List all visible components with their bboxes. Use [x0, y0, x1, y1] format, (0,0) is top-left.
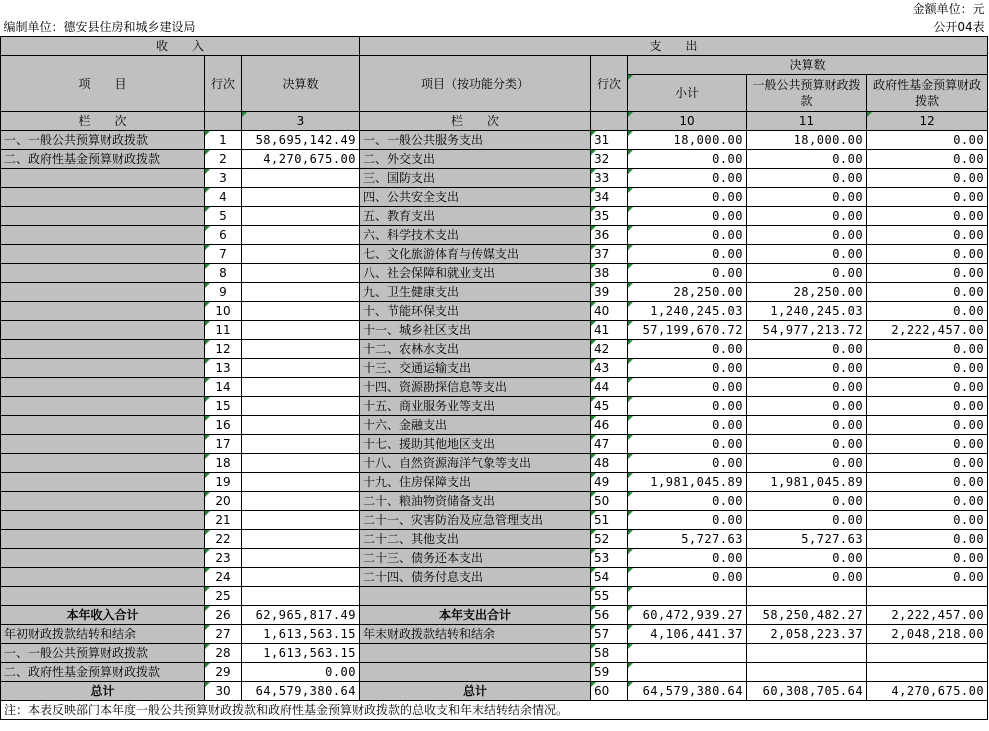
expense-row-no[interactable]: 42	[591, 340, 628, 359]
income-row-no[interactable]: 21	[205, 511, 242, 530]
section-header-row	[1, 37, 988, 56]
expense-gov-fund[interactable]: 0.00	[867, 359, 988, 378]
income-total-amount[interactable]: 62,965,817.49	[242, 606, 360, 625]
expense-subtotal[interactable]: 1,240,245.03	[628, 302, 747, 321]
income-row-no[interactable]: 3	[205, 169, 242, 188]
expense-item: 十八、自然资源海洋气象等支出	[360, 454, 591, 473]
income-amount[interactable]	[242, 359, 360, 378]
expense-row-no[interactable]: 47	[591, 435, 628, 454]
income-amount[interactable]	[242, 169, 360, 188]
expense-gov-fund[interactable]: 0.00	[867, 245, 988, 264]
expense-general-budget[interactable]: 0.00	[747, 264, 867, 283]
income-item	[1, 245, 205, 264]
expense-general-budget[interactable]: 1,240,245.03	[747, 302, 867, 321]
income-row-no[interactable]: 19	[205, 473, 242, 492]
expense-subtotal[interactable]: 0.00	[628, 454, 747, 473]
table-row	[1, 264, 988, 283]
expense-general-budget[interactable]	[747, 587, 867, 606]
income-amount[interactable]	[242, 378, 360, 397]
income-amount[interactable]	[242, 226, 360, 245]
col-label-2: 栏 次	[360, 112, 591, 131]
income-total-label: 本年收入合计	[1, 606, 205, 625]
expense-b1-general[interactable]	[747, 644, 867, 663]
income-item	[1, 492, 205, 511]
expense-subtotal[interactable]: 0.00	[628, 511, 747, 530]
table-row	[1, 492, 988, 511]
org-row	[1, 18, 988, 37]
col-10: 10	[628, 112, 747, 131]
income-item	[1, 207, 205, 226]
note-row	[1, 701, 988, 720]
expense-subtotal[interactable]	[628, 587, 747, 606]
expense-item: 九、卫生健康支出	[360, 283, 591, 302]
grand-expense-no[interactable]: 60	[591, 682, 628, 701]
expense-gov-fund[interactable]: 0.00	[867, 435, 988, 454]
expense-general-budget[interactable]: 0.00	[747, 245, 867, 264]
expense-gov-fund[interactable]: 0.00	[867, 568, 988, 587]
table-row	[1, 416, 988, 435]
expense-gov-fund[interactable]: 0.00	[867, 473, 988, 492]
expense-gov-fund[interactable]: 0.00	[867, 340, 988, 359]
expense-row-no[interactable]: 52	[591, 530, 628, 549]
table-row	[1, 245, 988, 264]
expense-subtotal[interactable]: 57,199,670.72	[628, 321, 747, 340]
expense-item: 二十三、债务还本支出	[360, 549, 591, 568]
expense-row-no[interactable]: 49	[591, 473, 628, 492]
grand-expense-subtotal[interactable]: 64,579,380.64	[628, 682, 747, 701]
expense-row-no[interactable]: 34	[591, 188, 628, 207]
gov-fund-header: 政府性基金预算财政拨款	[867, 75, 988, 112]
income-total-no[interactable]: 26	[205, 606, 242, 625]
expense-subtotal[interactable]: 0.00	[628, 150, 747, 169]
expense-end-label: 年末财政拨款结转和结余	[360, 625, 591, 644]
expense-row-no[interactable]: 54	[591, 568, 628, 587]
expense-subtotal[interactable]: 0.00	[628, 226, 747, 245]
col-12: 12	[867, 112, 988, 131]
expense-end-general[interactable]: 2,058,223.37	[747, 625, 867, 644]
income-item	[1, 397, 205, 416]
expense-general-budget[interactable]: 0.00	[747, 359, 867, 378]
expense-row-no[interactable]: 32	[591, 150, 628, 169]
expense-gov-fund[interactable]: 0.00	[867, 207, 988, 226]
income-row-no[interactable]: 12	[205, 340, 242, 359]
expense-item: 十六、金融支出	[360, 416, 591, 435]
income-item	[1, 511, 205, 530]
expense-item	[360, 587, 591, 606]
income-item	[1, 302, 205, 321]
expense-subtotal[interactable]: 0.00	[628, 416, 747, 435]
col-number-row	[1, 112, 988, 131]
grand-income-label: 总计	[1, 682, 205, 701]
expense-row-no[interactable]: 45	[591, 397, 628, 416]
table-row	[1, 226, 988, 245]
expense-gov-fund[interactable]: 2,222,457.00	[867, 321, 988, 340]
total-row	[1, 606, 988, 625]
grand-income-amount[interactable]: 64,579,380.64	[242, 682, 360, 701]
expense-row-no[interactable]: 41	[591, 321, 628, 340]
expense-gov-fund[interactable]: 0.00	[867, 454, 988, 473]
table-row	[1, 207, 988, 226]
grand-expense-general[interactable]: 60,308,705.64	[747, 682, 867, 701]
expense-gov-fund[interactable]: 0.00	[867, 378, 988, 397]
expense-b2-label	[360, 663, 591, 682]
table-row	[1, 131, 988, 150]
expense-general-budget[interactable]: 0.00	[747, 511, 867, 530]
expense-gov-fund[interactable]: 0.00	[867, 511, 988, 530]
expense-subtotal[interactable]: 1,981,045.89	[628, 473, 747, 492]
income-amount[interactable]	[242, 511, 360, 530]
expense-row-no[interactable]: 35	[591, 207, 628, 226]
income-row-no[interactable]: 5	[205, 207, 242, 226]
income-row-no[interactable]: 22	[205, 530, 242, 549]
expense-item: 十一、城乡社区支出	[360, 321, 591, 340]
income-item	[1, 340, 205, 359]
expense-b1-fund[interactable]	[867, 644, 988, 663]
income-b2-label: 二、政府性基金预算财政拨款	[1, 663, 205, 682]
expense-row-no[interactable]: 38	[591, 264, 628, 283]
expense-subtotal[interactable]: 0.00	[628, 264, 747, 283]
expense-gov-fund[interactable]: 0.00	[867, 416, 988, 435]
expense-subtotal[interactable]: 0.00	[628, 549, 747, 568]
income-row-no[interactable]: 23	[205, 549, 242, 568]
income-row-no[interactable]: 4	[205, 188, 242, 207]
expense-row-no[interactable]: 48	[591, 454, 628, 473]
expense-item: 十七、援助其他地区支出	[360, 435, 591, 454]
col-label: 栏 次	[1, 112, 205, 131]
income-amount[interactable]	[242, 397, 360, 416]
income-amount[interactable]	[242, 587, 360, 606]
expense-end-fund[interactable]: 2,048,218.00	[867, 625, 988, 644]
income-header: 收 入	[1, 37, 360, 56]
expense-row-no[interactable]: 31	[591, 131, 628, 150]
expense-gov-fund[interactable]: 0.00	[867, 549, 988, 568]
income-amount[interactable]	[242, 302, 360, 321]
expense-subtotal[interactable]: 0.00	[628, 359, 747, 378]
expense-item: 十二、农林水支出	[360, 340, 591, 359]
table-row	[1, 511, 988, 530]
table-row	[1, 150, 988, 169]
expense-row-no[interactable]: 39	[591, 283, 628, 302]
row-no-header-2: 行次	[591, 56, 628, 112]
income-item	[1, 264, 205, 283]
col-3: 3	[242, 112, 360, 131]
org-label: 编制单位：德安县住房和城乡建设局	[1, 18, 867, 37]
expense-subtotal[interactable]: 0.00	[628, 207, 747, 226]
expense-total-subtotal[interactable]: 60,472,939.27	[628, 606, 747, 625]
expense-subtotal[interactable]: 0.00	[628, 435, 747, 454]
expense-item: 二、外交支出	[360, 150, 591, 169]
expense-subtotal[interactable]: 0.00	[628, 245, 747, 264]
income-item	[1, 549, 205, 568]
income-row-no[interactable]: 6	[205, 226, 242, 245]
income-row-no[interactable]: 18	[205, 454, 242, 473]
expense-header: 支 出	[360, 37, 988, 56]
expense-general-budget[interactable]: 0.00	[747, 454, 867, 473]
income-item	[1, 473, 205, 492]
income-amount[interactable]	[242, 245, 360, 264]
income-item	[1, 530, 205, 549]
expense-row-no[interactable]: 55	[591, 587, 628, 606]
income-item	[1, 416, 205, 435]
unit-label: 金额单位：元	[912, 2, 985, 16]
expense-subtotal[interactable]: 0.00	[628, 568, 747, 587]
expense-subtotal[interactable]: 0.00	[628, 492, 747, 511]
grand-income-no[interactable]: 30	[205, 682, 242, 701]
final-amount-header: 决算数	[242, 56, 360, 112]
income-begin-no[interactable]: 27	[205, 625, 242, 644]
expense-row-no[interactable]: 53	[591, 549, 628, 568]
final-group-header: 决算数	[628, 56, 988, 75]
expense-item: 六、科学技术支出	[360, 226, 591, 245]
expense-general-budget[interactable]: 0.00	[747, 378, 867, 397]
income-row-no[interactable]: 24	[205, 568, 242, 587]
income-row-no[interactable]: 20	[205, 492, 242, 511]
expense-gov-fund[interactable]: 0.00	[867, 169, 988, 188]
expense-subtotal[interactable]: 18,000.00	[628, 131, 747, 150]
income-row-no[interactable]: 7	[205, 245, 242, 264]
income-begin-label: 年初财政拨款结转和结余	[1, 625, 205, 644]
expense-row-no[interactable]: 43	[591, 359, 628, 378]
expense-b2-subtotal[interactable]	[628, 663, 747, 682]
expense-subtotal[interactable]: 0.00	[628, 397, 747, 416]
table-row	[1, 397, 988, 416]
expense-item: 二十四、债务付息支出	[360, 568, 591, 587]
income-item	[1, 378, 205, 397]
grand-expense-fund[interactable]: 4,270,675.00	[867, 682, 988, 701]
expense-item: 十三、交通运输支出	[360, 359, 591, 378]
expense-subtotal[interactable]: 0.00	[628, 378, 747, 397]
income-amount[interactable]: 4,270,675.00	[242, 150, 360, 169]
top-row	[1, 0, 988, 18]
table-row	[1, 587, 988, 606]
expense-item: 八、社会保障和就业支出	[360, 264, 591, 283]
income-row-no[interactable]: 14	[205, 378, 242, 397]
income-amount[interactable]	[242, 454, 360, 473]
table-row	[1, 359, 988, 378]
expense-general-budget[interactable]: 0.00	[747, 416, 867, 435]
income-item	[1, 359, 205, 378]
income-amount[interactable]	[242, 416, 360, 435]
expense-end-subtotal[interactable]: 4,106,441.37	[628, 625, 747, 644]
table-row	[1, 340, 988, 359]
expense-item: 五、教育支出	[360, 207, 591, 226]
table-row	[1, 568, 988, 587]
income-amount[interactable]	[242, 188, 360, 207]
grand-total-row	[1, 682, 988, 701]
expense-general-budget[interactable]: 0.00	[747, 340, 867, 359]
expense-gov-fund[interactable]: 0.00	[867, 397, 988, 416]
carryover-general-row	[1, 644, 988, 663]
income-row-no[interactable]: 11	[205, 321, 242, 340]
expense-item: 三、国防支出	[360, 169, 591, 188]
expense-gov-fund[interactable]: 0.00	[867, 264, 988, 283]
expense-total-label: 本年支出合计	[360, 606, 591, 625]
expense-total-general[interactable]: 58,250,482.27	[747, 606, 867, 625]
expense-b2-fund[interactable]	[867, 663, 988, 682]
expense-gov-fund[interactable]: 0.00	[867, 530, 988, 549]
expense-subtotal[interactable]: 5,727.63	[628, 530, 747, 549]
grand-expense-label: 总计	[360, 682, 591, 701]
item-header: 项 目	[1, 56, 205, 112]
expense-general-budget[interactable]: 28,250.00	[747, 283, 867, 302]
expense-general-budget[interactable]: 0.00	[747, 568, 867, 587]
income-amount[interactable]	[242, 492, 360, 511]
expense-gov-fund[interactable]: 0.00	[867, 131, 988, 150]
expense-item: 二十、粮油物资储备支出	[360, 492, 591, 511]
footnote: 注：本表反映部门本年度一般公共预算财政拨款和政府性基金预算财政拨款的总收支和年末结转结余情况。	[1, 701, 988, 720]
carryover-row	[1, 625, 988, 644]
income-item	[1, 587, 205, 606]
income-b2-amount[interactable]: 0.00	[242, 663, 360, 682]
expense-general-budget[interactable]: 54,977,213.72	[747, 321, 867, 340]
expense-row-no[interactable]: 36	[591, 226, 628, 245]
income-row-no[interactable]: 8	[205, 264, 242, 283]
expense-item: 七、文化旅游体育与传媒支出	[360, 245, 591, 264]
expense-gov-fund[interactable]	[867, 587, 988, 606]
income-b1-no[interactable]: 28	[205, 644, 242, 663]
row-no-header: 行次	[205, 56, 242, 112]
expense-general-budget[interactable]: 5,727.63	[747, 530, 867, 549]
func-item-header: 项目（按功能分类）	[360, 56, 591, 112]
table-row	[1, 454, 988, 473]
expense-total-fund[interactable]: 2,222,457.00	[867, 606, 988, 625]
expense-end-no[interactable]: 57	[591, 625, 628, 644]
expense-general-budget[interactable]: 0.00	[747, 188, 867, 207]
income-item	[1, 226, 205, 245]
income-begin-amount[interactable]: 1,613,563.15	[242, 625, 360, 644]
table-row	[1, 473, 988, 492]
expense-general-budget[interactable]: 0.00	[747, 169, 867, 188]
expense-item: 一、一般公共服务支出	[360, 131, 591, 150]
table-row	[1, 378, 988, 397]
income-row-no[interactable]: 9	[205, 283, 242, 302]
subtotal-header: 小计	[628, 75, 747, 112]
expense-total-no[interactable]: 56	[591, 606, 628, 625]
income-amount[interactable]	[242, 568, 360, 587]
income-amount[interactable]	[242, 473, 360, 492]
income-amount[interactable]	[242, 264, 360, 283]
income-amount[interactable]	[242, 549, 360, 568]
expense-gov-fund[interactable]: 0.00	[867, 492, 988, 511]
expense-b1-label	[360, 644, 591, 663]
table-row	[1, 169, 988, 188]
expense-b2-general[interactable]	[747, 663, 867, 682]
expense-item: 四、公共安全支出	[360, 188, 591, 207]
income-row-no[interactable]: 15	[205, 397, 242, 416]
income-amount[interactable]	[242, 321, 360, 340]
expense-general-budget[interactable]: 1,981,045.89	[747, 473, 867, 492]
expense-item: 十五、商业服务业等支出	[360, 397, 591, 416]
income-b1-label: 一、一般公共预算财政拨款	[1, 644, 205, 663]
income-amount[interactable]	[242, 435, 360, 454]
expense-gov-fund[interactable]: 0.00	[867, 150, 988, 169]
expense-b1-subtotal[interactable]	[628, 644, 747, 663]
income-item	[1, 321, 205, 340]
income-amount[interactable]	[242, 340, 360, 359]
expense-row-no[interactable]: 46	[591, 416, 628, 435]
income-b2-no[interactable]: 29	[205, 663, 242, 682]
expense-gov-fund[interactable]: 0.00	[867, 188, 988, 207]
table-row	[1, 549, 988, 568]
income-row-no[interactable]: 13	[205, 359, 242, 378]
expense-row-no[interactable]: 37	[591, 245, 628, 264]
general-budget-header: 一般公共预算财政拨款	[747, 75, 867, 112]
expense-general-budget[interactable]: 0.00	[747, 435, 867, 454]
expense-subtotal[interactable]: 28,250.00	[628, 283, 747, 302]
expense-general-budget[interactable]: 0.00	[747, 549, 867, 568]
income-row-no[interactable]: 2	[205, 150, 242, 169]
income-item: 二、政府性基金预算财政拨款	[1, 150, 205, 169]
expense-row-no[interactable]: 40	[591, 302, 628, 321]
column-header-row-1	[1, 56, 988, 75]
income-amount[interactable]: 58,695,142.49	[242, 131, 360, 150]
expense-gov-fund[interactable]: 0.00	[867, 283, 988, 302]
expense-subtotal[interactable]: 0.00	[628, 169, 747, 188]
expense-general-budget[interactable]: 0.00	[747, 492, 867, 511]
table-row	[1, 321, 988, 340]
expense-general-budget[interactable]: 0.00	[747, 397, 867, 416]
table-row	[1, 530, 988, 549]
col-11: 11	[747, 112, 867, 131]
expense-item: 十九、住房保障支出	[360, 473, 591, 492]
income-item	[1, 568, 205, 587]
income-b1-amount[interactable]: 1,613,563.15	[242, 644, 360, 663]
carryover-fund-row	[1, 663, 988, 682]
income-row-no[interactable]: 10	[205, 302, 242, 321]
expense-b2-no[interactable]: 59	[591, 663, 628, 682]
income-item	[1, 283, 205, 302]
form-number: 公开04表	[867, 18, 988, 37]
income-item: 一、一般公共预算财政拨款	[1, 131, 205, 150]
table-row	[1, 188, 988, 207]
income-amount[interactable]	[242, 207, 360, 226]
expense-row-no[interactable]: 44	[591, 378, 628, 397]
expense-row-no[interactable]: 33	[591, 169, 628, 188]
table-row	[1, 435, 988, 454]
expense-gov-fund[interactable]: 0.00	[867, 226, 988, 245]
expense-subtotal[interactable]: 0.00	[628, 340, 747, 359]
income-amount[interactable]	[242, 530, 360, 549]
expense-item: 二十二、其他支出	[360, 530, 591, 549]
income-item	[1, 454, 205, 473]
expense-general-budget[interactable]: 0.00	[747, 150, 867, 169]
income-row-no[interactable]: 1	[205, 131, 242, 150]
income-item	[1, 188, 205, 207]
expense-gov-fund[interactable]: 0.00	[867, 302, 988, 321]
expense-item: 二十一、灾害防治及应急管理支出	[360, 511, 591, 530]
income-row-no[interactable]: 25	[205, 587, 242, 606]
expense-general-budget[interactable]: 0.00	[747, 226, 867, 245]
expense-row-no[interactable]: 50	[591, 492, 628, 511]
table-row	[1, 302, 988, 321]
income-item	[1, 435, 205, 454]
income-item	[1, 169, 205, 188]
income-amount[interactable]	[242, 283, 360, 302]
expense-subtotal[interactable]: 0.00	[628, 188, 747, 207]
income-row-no[interactable]: 16	[205, 416, 242, 435]
expense-item: 十、节能环保支出	[360, 302, 591, 321]
table-row	[1, 283, 988, 302]
expense-row-no[interactable]: 51	[591, 511, 628, 530]
expense-general-budget[interactable]: 18,000.00	[747, 131, 867, 150]
expense-general-budget[interactable]: 0.00	[747, 207, 867, 226]
expense-b1-no[interactable]: 58	[591, 644, 628, 663]
expense-item: 十四、资源勘探信息等支出	[360, 378, 591, 397]
income-row-no[interactable]: 17	[205, 435, 242, 454]
